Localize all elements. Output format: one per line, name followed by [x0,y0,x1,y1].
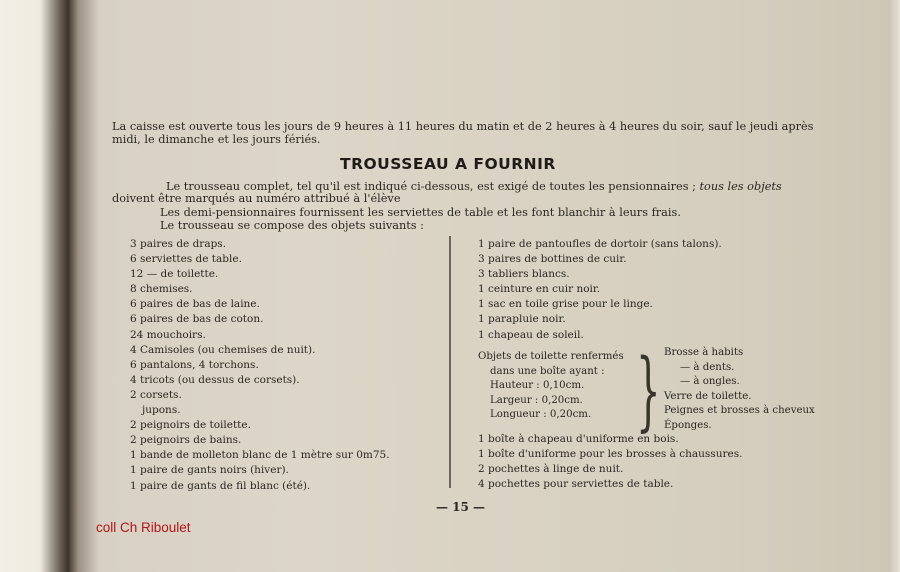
toiletry-item: Éponges. [664,419,712,431]
toiletry-line: Objets de toilette renfermés [478,351,624,362]
list-item: 6 paires de bas de laine. [130,298,260,311]
list-item: 3 paires de bottines de cuir. [478,253,627,266]
toiletry-line: Largeur : 0,20cm. [490,394,583,406]
trousseau-intro-paragraph [112,181,822,205]
toiletry-box-block [478,341,838,441]
list-item: 3 paires de draps. [130,238,227,250]
list-item: 6 paires de bas de coton. [130,313,264,326]
list-item: 4 tricots (ou dessus de corsets). [130,373,300,386]
toiletry-item: Brosse à habits [664,347,744,358]
para1-start: Le trousseau complet, tel qu'il est indiqué ci-dessous, est exigé de toutes les pensionnaires ; [166,180,696,193]
list-item: 2 corsets. [130,388,182,401]
list-item: 1 boîte d'uniforme pour les brosses à chaussures. [478,448,743,461]
list-item: 6 serviettes de table. [130,253,242,266]
list-item: 3 tabliers blancs. [478,268,570,281]
page-number: — 15 — [436,500,486,514]
left-item-list [130,237,440,494]
list-item: 2 pochettes à linge de nuit. [478,463,624,476]
right-item-list [478,237,838,343]
list-item: 1 sac en toile grise pour le linge. [478,298,653,311]
list-item: 1 paire de gants de fil blanc (été). [130,479,311,492]
toiletry-contents [664,346,815,433]
toiletry-item: Verre de toilette. [664,390,752,402]
cashier-hours-paragraph: La caisse est ouverte tous les jours de 9 heures à 11 heures du matin et de 2 heures à 4 heures du soir, sauf le jeudi après midi, le dimanche et les jours fériés. [112,120,814,146]
curly-brace: } [636,341,661,441]
list-item: jupons. [142,404,181,417]
list-item: 1 paire de pantoufles de dortoir (sans talons). [478,238,722,250]
list-item: 12 — de toilette. [130,268,219,281]
list-item: 8 chemises. [130,283,193,296]
toiletry-box-description [478,350,624,423]
list-item: 4 Camisoles (ou chemises de nuit). [130,343,316,356]
para1-italic: tous les objets [699,180,782,193]
list-item: 1 chapeau de soleil. [478,328,584,341]
composition-paragraph: Le trousseau se compose des objets suivants : [160,219,424,232]
list-item: 1 ceinture en cuir noir. [478,283,601,296]
list-item: 2 peignoirs de toilette. [130,419,251,432]
toiletry-line: Longueur : 0,20cm. [490,409,592,420]
column-divider [449,236,451,488]
list-item: 1 parapluie noir. [478,313,566,326]
toiletry-item: — à ongles. [680,376,740,387]
section-title: TROUSSEAU A FOURNIR [340,155,556,173]
list-item: 1 bande de molleton blanc de 1 mètre sur 0m75. [130,449,390,462]
list-item: 2 peignoirs de bains. [130,434,242,447]
toiletry-line: dans une boîte ayant : [490,365,605,377]
list-item: 24 mouchoirs. [130,328,206,341]
list-item: 6 pantalons, 4 torchons. [130,358,259,371]
para1-end: doivent être marqués au numéro attribué à l'élève [112,192,401,205]
lower-item-list [478,432,742,492]
toiletry-item: Peignes et brosses à cheveux [664,405,815,416]
list-item: 1 paire de gants noirs (hiver). [130,464,289,477]
half-boarder-paragraph: Les demi-pensionnaires fournissent les serviettes de table et les font blanchir à leurs frais. [160,206,681,219]
list-item: 4 pochettes pour serviettes de table. [478,478,674,491]
collection-credit: coll Ch Riboulet [96,520,191,535]
list-item: 1 boîte à chapeau d'uniforme en bois. [478,433,679,445]
toiletry-item: — à dents. [680,361,735,373]
toiletry-line: Hauteur : 0,10cm. [490,380,585,391]
